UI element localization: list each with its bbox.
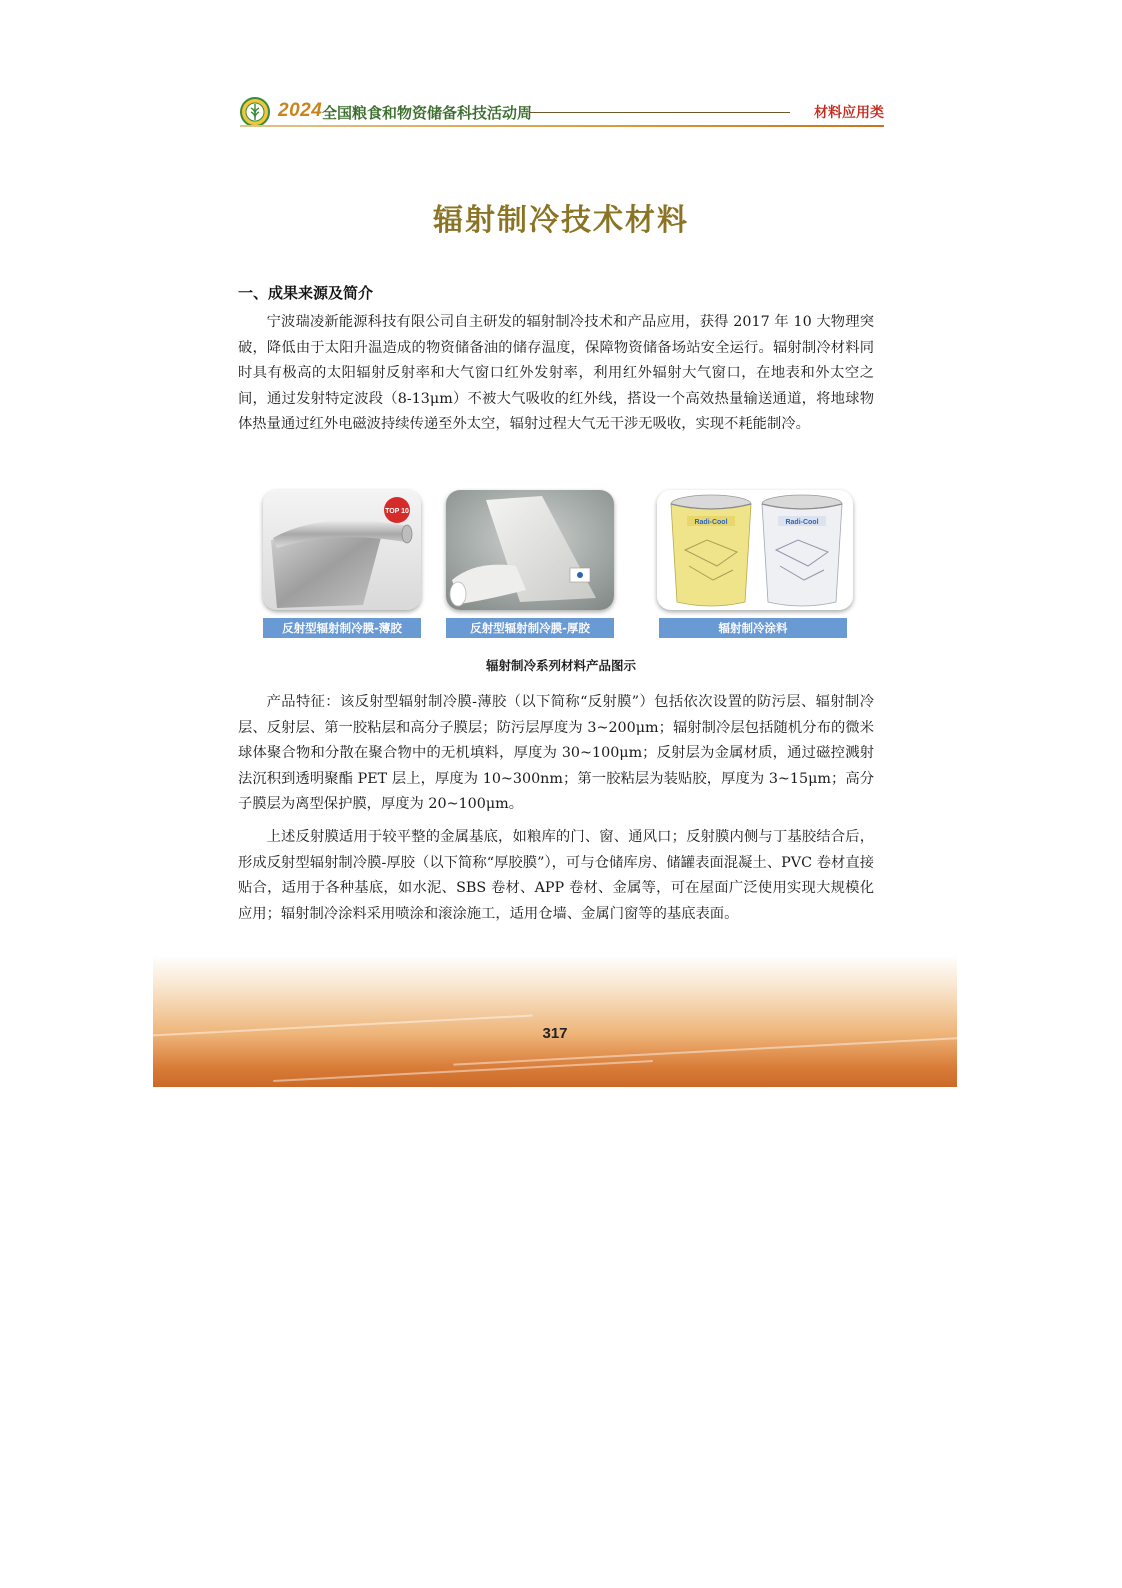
thin-film-photo bbox=[263, 490, 421, 610]
header-divider bbox=[530, 112, 790, 113]
page-number: 317 bbox=[542, 1025, 568, 1042]
header-category: 材料应用类 bbox=[814, 104, 884, 120]
top10-badge-text: TOP 10 bbox=[385, 508, 409, 515]
footer-band bbox=[153, 955, 957, 1087]
intro-paragraph: 宁波瑞凌新能源科技有限公司自主研发的辐射制冷技术和产品应用，获得 2017 年 10 大物理突破，降低由于太阳升温造成的物资储备油的储存温度，保障物资储备场站安全运行。辐射制冷材料同时具有极高的太阳辐射反射率和大气窗口红外发射率，利用红外辐射大气窗口，在地表和外太空之间，通过发射特定波段（8-13μm）不被大气吸收的红外线，搭设一个高效热量输送通道，将地球物体热量通过红外电磁波持续传递至外太空，辐射过程大气无干涉无吸收，实现不耗能制冷。 bbox=[238, 314, 874, 432]
figure-caption-thick-film: 反射型辐射制冷膜-厚胶 bbox=[446, 618, 614, 638]
coating-photo bbox=[657, 490, 853, 610]
activity-week-logo-icon bbox=[240, 97, 270, 127]
header-underline bbox=[240, 125, 884, 127]
section-heading: 一、成果来源及简介 bbox=[238, 284, 374, 302]
application-paragraph: 上述反射膜适用于较平整的金属基底，如粮库的门、窗、通风口；反射膜内侧与丁基胶结合后，形成反射型辐射制冷膜-厚胶（以下简称“厚胶膜”），可与仓储库房、储罐表面混凝土、PVC 卷材直接贴合，适用于各种基底，如水泥、SBS 卷材、APP 卷材、金属等，可在屋面广泛使用实现大规模化应用；辐射制冷涂料采用喷涂和滚涂施工，适用仓墙、金属门窗等的基底表面。 bbox=[238, 829, 874, 922]
brand-label-white: Radi-Cool bbox=[785, 519, 819, 526]
header-year: 2024 bbox=[278, 100, 323, 121]
thick-film-photo bbox=[446, 490, 614, 610]
paint-buckets-illustration bbox=[657, 490, 853, 610]
figure-coating bbox=[657, 490, 847, 640]
brand-label-yellow: Radi-Cool bbox=[694, 519, 728, 526]
top10-badge-icon bbox=[383, 496, 411, 524]
page-title: 辐射制冷技术材料 bbox=[433, 203, 689, 238]
figure-caption-thin-film: 反射型辐射制冷膜-薄胶 bbox=[263, 618, 421, 638]
product-features-paragraph: 产品特征：该反射型辐射制冷膜-薄胶（以下简称“反射膜”）包括依次设置的防污层、辐射制冷层、反射层、第一胶粘层和高分子膜层；防污层厚度为 3~200μm；辐射制冷层包括随机分布的微米球体聚合物和分散在聚合物中的无机填料，厚度为 30~100μm；反射层为金属材质，通过磁控溅射法沉积到透明聚酯 PET 层上，厚度为 10~300nm；第一胶粘层为装贴胶，厚度为 3~15μm；高分子膜层为离型保护膜，厚度为 20~100μm。 bbox=[238, 694, 874, 812]
figure-thin-film bbox=[263, 490, 423, 640]
figure-caption-coating: 辐射制冷涂料 bbox=[659, 618, 847, 638]
figure-thick-film bbox=[446, 490, 616, 640]
header-title: 全国粮食和物资储备科技活动周 bbox=[322, 105, 533, 122]
thick-film-illustration bbox=[446, 490, 614, 610]
page-header bbox=[240, 95, 884, 127]
figure-title: 辐射制冷系列材料产品图示 bbox=[485, 658, 636, 673]
